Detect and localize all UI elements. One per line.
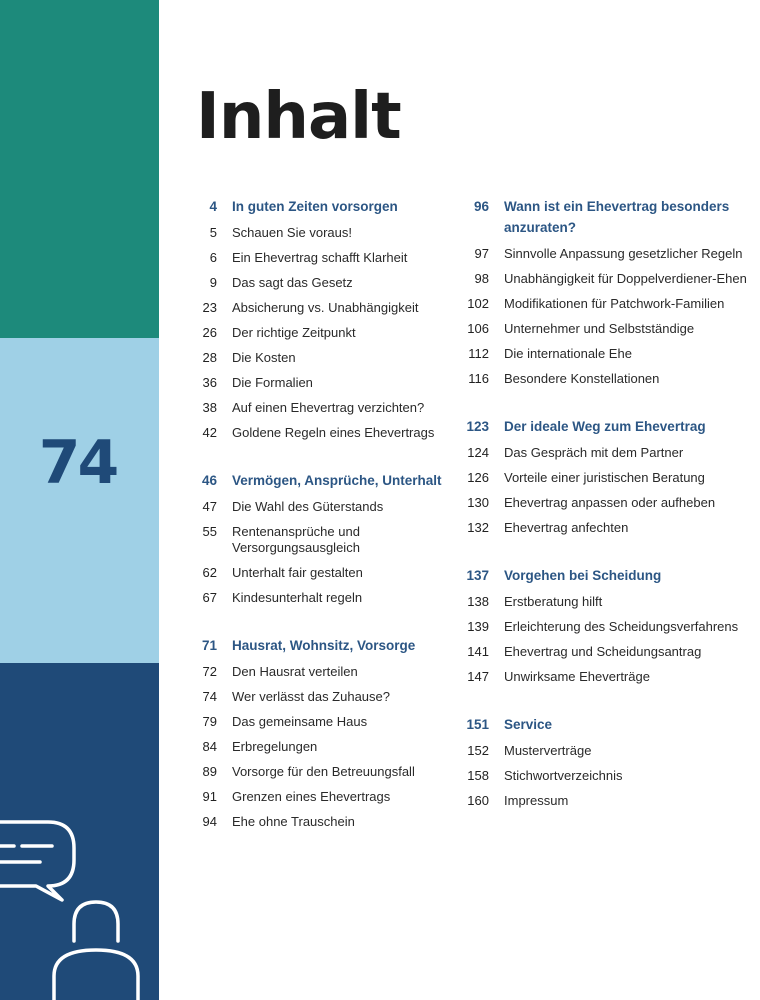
toc-entry[interactable] — [196, 660, 456, 685]
page-number: 74 — [38, 428, 117, 498]
toc-page-number: 97 — [474, 246, 489, 261]
toc-entry-title: Goldene Regeln eines Ehevertrags — [232, 425, 435, 440]
toc-entry-title: Das Gespräch mit dem Partner — [504, 445, 684, 460]
toc-page-number: 102 — [467, 296, 489, 311]
toc-entry-title: Grenzen eines Ehevertrags — [232, 789, 391, 804]
toc-page-number: 138 — [467, 594, 489, 609]
toc-entry[interactable] — [196, 495, 456, 520]
toc-column-left — [196, 196, 456, 859]
toc-chapter-heading[interactable] — [196, 196, 456, 221]
toc-page-number: 151 — [466, 717, 489, 732]
toc-chapter-title: In guten Zeiten vorsorgen — [232, 199, 398, 214]
toc-entry[interactable] — [196, 785, 456, 810]
toc-entry-title: Besondere Konstellationen — [504, 371, 660, 386]
toc-entry-title: Musterverträge — [504, 743, 592, 758]
toc-entry-title: Stichwortverzeichnis — [504, 768, 623, 783]
toc-page-number: 112 — [468, 346, 489, 361]
toc-entry[interactable] — [196, 296, 456, 321]
toc-section — [196, 635, 456, 835]
toc-entry[interactable] — [462, 466, 752, 491]
toc-page-number: 116 — [468, 371, 489, 386]
toc-page-number: 160 — [467, 793, 489, 808]
toc-chapter-heading[interactable] — [196, 470, 456, 495]
person-icon — [54, 902, 138, 1000]
toc-page-number: 132 — [467, 520, 489, 535]
toc-page-number: 106 — [467, 321, 489, 336]
toc-section — [462, 565, 752, 690]
toc-entry-title: Die Formalien — [232, 375, 313, 390]
toc-page-number: 4 — [209, 199, 217, 214]
toc-entry-title: Die Kosten — [232, 350, 296, 365]
toc-page-number: 126 — [467, 470, 489, 485]
toc-entry[interactable] — [196, 321, 456, 346]
toc-entry[interactable] — [462, 317, 752, 342]
toc-entry[interactable] — [196, 685, 456, 710]
toc-entry[interactable] — [196, 586, 456, 611]
toc-entry-title: Schauen Sie voraus! — [232, 225, 352, 240]
toc-entry[interactable] — [196, 561, 456, 586]
toc-entry[interactable] — [196, 810, 456, 835]
toc-entry-title: Wer verlässt das Zuhause? — [232, 689, 390, 704]
toc-page-number: 91 — [202, 789, 217, 804]
toc-column-right — [462, 196, 752, 838]
toc-entry-title: Den Hausrat verteilen — [232, 664, 358, 679]
toc-entry[interactable] — [196, 221, 456, 246]
toc-page-number: 123 — [466, 419, 489, 434]
toc-page-number: 147 — [467, 669, 489, 684]
toc-entry[interactable] — [196, 396, 456, 421]
toc-entry-title: Erbregelungen — [232, 739, 318, 754]
toc-page-number: 46 — [201, 473, 217, 488]
toc-entry-title: Ehevertrag anpassen oder aufheben — [504, 495, 716, 510]
toc-page-number: 94 — [202, 814, 217, 829]
toc-entry-title: Vorteile einer juristischen Beratung — [504, 470, 705, 485]
toc-entry-title: Vorsorge für den Betreuungsfall — [232, 764, 415, 779]
toc-entry-title: Die internationale Ehe — [504, 346, 632, 361]
decorative-illustration — [0, 800, 159, 1000]
toc-page-number: 67 — [202, 590, 217, 605]
sidebar-band-light-blue — [0, 338, 159, 663]
toc-section — [462, 714, 752, 814]
toc-chapter-heading[interactable] — [462, 416, 752, 441]
toc-entry[interactable] — [196, 421, 456, 446]
toc-section — [462, 196, 752, 392]
toc-chapter-title: Der ideale Weg zum Ehevertrag — [504, 419, 706, 434]
toc-chapter-title: Service — [504, 717, 553, 732]
toc-entry[interactable] — [462, 292, 752, 317]
toc-page-number: 36 — [202, 375, 217, 390]
toc-entry[interactable] — [462, 516, 752, 541]
toc-page-number: 74 — [202, 689, 217, 704]
toc-chapter-heading[interactable] — [196, 635, 456, 660]
toc-page-number: 130 — [467, 495, 489, 510]
toc-chapter-heading[interactable] — [462, 714, 752, 739]
toc-entry[interactable] — [196, 346, 456, 371]
toc-entry-title: Rentenansprüche und Versorgungsausgleich — [232, 524, 360, 555]
toc-entry-title: Die Wahl des Güterstands — [232, 499, 384, 514]
toc-section — [462, 416, 752, 541]
toc-entry-title: Modifikationen für Patchwork-Familien — [504, 296, 725, 311]
toc-section — [196, 196, 456, 446]
toc-entry[interactable] — [462, 615, 752, 640]
toc-entry[interactable] — [196, 520, 456, 561]
toc-page-number: 9 — [209, 275, 217, 290]
page-title: Inhalt — [196, 80, 401, 154]
toc-chapter-title: Hausrat, Wohnsitz, Vorsorge — [232, 638, 416, 653]
toc-entry[interactable] — [462, 342, 752, 367]
toc-entry-title: Ehe ohne Trauschein — [232, 814, 355, 829]
toc-entry-title: Erleichterung des Scheidungsverfahrens — [504, 619, 739, 634]
toc-page-number: 42 — [202, 425, 217, 440]
toc-page-number: 26 — [202, 325, 217, 340]
toc-page-number: 96 — [473, 199, 489, 214]
toc-entry[interactable] — [462, 739, 752, 764]
toc-entry[interactable] — [196, 271, 456, 296]
toc-page-number: 152 — [467, 743, 489, 758]
toc-page-number: 47 — [202, 499, 217, 514]
toc-entry-title: Kindesunterhalt regeln — [232, 590, 363, 605]
toc-chapter-heading[interactable] — [462, 196, 752, 242]
toc-entry[interactable] — [462, 491, 752, 516]
sidebar-band-teal — [0, 0, 159, 338]
toc-page-number: 71 — [201, 638, 217, 653]
toc-entry-title: Impressum — [504, 793, 569, 808]
toc-entry[interactable] — [462, 764, 752, 789]
toc-section — [196, 470, 456, 611]
toc-entry[interactable] — [196, 710, 456, 735]
toc-chapter-heading[interactable] — [462, 565, 752, 590]
toc-entry-title: Das sagt das Gesetz — [232, 275, 353, 290]
toc-page-number: 38 — [202, 400, 217, 415]
toc-page-number: 158 — [467, 768, 489, 783]
toc-page-number: 79 — [202, 714, 217, 729]
toc-entry-title: Auf einen Ehevertrag verzichten? — [232, 400, 425, 415]
toc-chapter-title: Vorgehen bei Scheidung — [504, 568, 662, 583]
toc-page-number: 28 — [202, 350, 217, 365]
toc-page-number: 89 — [202, 764, 217, 779]
toc-page-number: 139 — [467, 619, 489, 634]
toc-entry[interactable] — [462, 789, 752, 814]
toc-page-number: 5 — [209, 225, 217, 240]
toc-page-number: 84 — [202, 739, 217, 754]
toc-page-number: 141 — [467, 644, 489, 659]
toc-page-number: 23 — [202, 300, 217, 315]
toc-page-number: 62 — [202, 565, 217, 580]
toc-entry-title: Ehevertrag anfechten — [504, 520, 629, 535]
toc-page-number: 6 — [209, 250, 217, 265]
toc-page-number: 98 — [474, 271, 489, 286]
toc-entry-title: Absicherung vs. Unabhängigkeit — [232, 300, 419, 315]
toc-entry[interactable] — [462, 267, 752, 292]
toc-entry-title: Unwirksame Eheverträge — [504, 669, 650, 684]
toc-entry-title: Das gemeinsame Haus — [232, 714, 368, 729]
toc-entry-title: Der richtige Zeitpunkt — [232, 325, 356, 340]
toc-entry[interactable] — [462, 441, 752, 466]
toc-chapter-title: Wann ist ein Ehevertrag besonders anzuraten? — [504, 199, 730, 235]
toc-entry[interactable] — [462, 367, 752, 392]
toc-entry[interactable] — [196, 735, 456, 760]
toc-entry-title: Sinnvolle Anpassung gesetzlicher Regeln — [504, 246, 743, 261]
toc-entry-title: Erstberatung hilft — [504, 594, 603, 609]
speech-bubble-icon — [0, 822, 74, 900]
toc-page-number: 72 — [202, 664, 217, 679]
toc-entry-title: Unternehmer und Selbstständige — [504, 321, 695, 336]
toc-chapter-title: Vermögen, Ansprüche, Unterhalt — [232, 473, 442, 488]
toc-entry-title: Ein Ehevertrag schafft Klarheit — [232, 250, 408, 265]
toc-page-number: 137 — [466, 568, 489, 583]
toc-entry-title: Ehevertrag und Scheidungsantrag — [504, 644, 702, 659]
toc-entry-title: Unabhängigkeit für Doppelverdiener-Ehen — [504, 271, 747, 286]
toc-page-number: 124 — [467, 445, 489, 460]
toc-page-number: 55 — [202, 524, 217, 539]
toc-entry[interactable] — [462, 242, 752, 267]
toc-entry[interactable] — [462, 665, 752, 690]
toc-entry-title: Unterhalt fair gestalten — [232, 565, 363, 580]
toc-entry[interactable] — [196, 760, 456, 785]
toc-entry[interactable] — [462, 640, 752, 665]
toc-entry[interactable] — [462, 590, 752, 615]
toc-entry[interactable] — [196, 246, 456, 271]
toc-entry[interactable] — [196, 371, 456, 396]
